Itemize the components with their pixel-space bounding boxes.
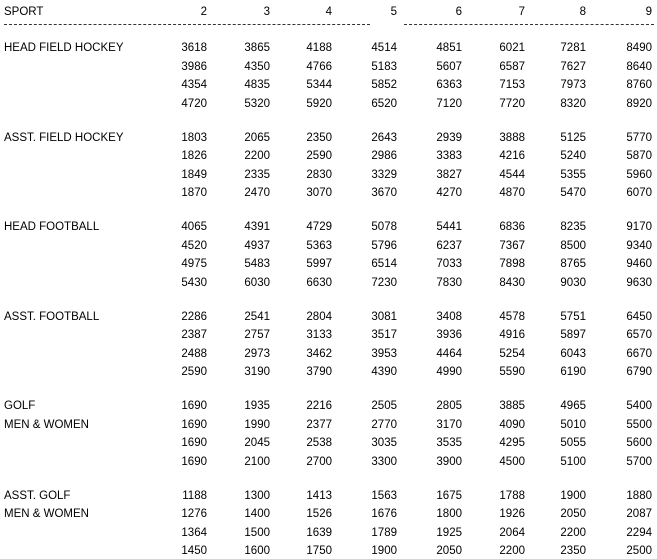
salary-value: 3329 bbox=[371, 168, 397, 181]
salary-value: 5441 bbox=[436, 221, 462, 233]
salary-row bbox=[0, 346, 657, 362]
salary-value: 8490 bbox=[626, 42, 652, 54]
salary-value: 7153 bbox=[499, 79, 525, 91]
step-column-header: 6 bbox=[455, 6, 462, 18]
salary-value: 5483 bbox=[244, 258, 270, 270]
salary-value: 5355 bbox=[560, 168, 586, 181]
salary-value: 4544 bbox=[499, 168, 525, 181]
salary-value: 1800 bbox=[436, 508, 462, 520]
salary-value: 1364 bbox=[181, 526, 207, 539]
salary-value: 6237 bbox=[436, 239, 462, 252]
salary-value: 3535 bbox=[436, 437, 462, 449]
salary-value: 5100 bbox=[560, 455, 586, 468]
salary-value: 9460 bbox=[626, 258, 652, 270]
salary-row bbox=[0, 96, 657, 112]
salary-value: 1676 bbox=[371, 508, 397, 520]
salary-value: 5751 bbox=[560, 310, 586, 323]
salary-value: 3383 bbox=[436, 150, 462, 162]
salary-row bbox=[0, 454, 657, 470]
salary-value: 3885 bbox=[499, 400, 525, 412]
salary-value: 4729 bbox=[306, 221, 332, 233]
salary-value: 2200 bbox=[244, 150, 270, 162]
salary-value: 6363 bbox=[436, 79, 462, 91]
step-column-header: 5 bbox=[390, 6, 397, 18]
step-column-header: 8 bbox=[579, 6, 586, 18]
salary-value: 2505 bbox=[371, 400, 397, 412]
salary-value: 6587 bbox=[499, 60, 525, 73]
salary-value: 4391 bbox=[244, 221, 270, 233]
salary-value: 1300 bbox=[244, 489, 270, 502]
sport-name-label: ASST. FOOTBALL bbox=[4, 310, 100, 323]
salary-value: 4965 bbox=[560, 400, 586, 412]
salary-value: 1849 bbox=[181, 168, 207, 181]
salary-value: 2973 bbox=[244, 347, 270, 360]
salary-value: 6836 bbox=[499, 221, 525, 233]
salary-value: 7230 bbox=[371, 276, 397, 289]
salary-value: 4295 bbox=[499, 437, 525, 449]
salary-value: 2335 bbox=[244, 168, 270, 181]
salary-value: 8500 bbox=[560, 239, 586, 252]
salary-value: 5590 bbox=[499, 366, 525, 378]
salary-row bbox=[0, 238, 657, 254]
salary-value: 2387 bbox=[181, 329, 207, 341]
salary-value: 3670 bbox=[371, 187, 397, 199]
salary-value: 3408 bbox=[436, 310, 462, 323]
salary-value: 2500 bbox=[626, 545, 652, 557]
salary-value: 7627 bbox=[560, 60, 586, 73]
salary-row bbox=[0, 77, 657, 93]
salary-value: 9170 bbox=[626, 221, 652, 233]
salary-value: 3953 bbox=[371, 347, 397, 360]
salary-value: 4350 bbox=[244, 60, 270, 73]
salary-value: 6670 bbox=[626, 347, 652, 360]
salary-value: 5960 bbox=[626, 168, 652, 181]
salary-value: 3035 bbox=[371, 437, 397, 449]
salary-value: 8640 bbox=[626, 60, 652, 73]
sport-name-label: ASST. FIELD HOCKEY bbox=[4, 131, 124, 144]
salary-value: 5344 bbox=[306, 79, 332, 91]
salary-value: 1500 bbox=[244, 526, 270, 539]
salary-value: 1675 bbox=[436, 489, 462, 502]
salary-row bbox=[0, 327, 657, 343]
salary-value: 2830 bbox=[306, 168, 332, 181]
salary-value: 1900 bbox=[560, 489, 586, 502]
step-column-header: 9 bbox=[645, 6, 652, 18]
salary-value: 2700 bbox=[306, 455, 332, 468]
salary-row bbox=[0, 219, 657, 235]
salary-value: 3170 bbox=[436, 418, 462, 431]
salary-value: 2065 bbox=[244, 131, 270, 144]
salary-value: 8920 bbox=[626, 97, 652, 110]
salary-value: 5997 bbox=[306, 258, 332, 270]
salary-row bbox=[0, 506, 657, 522]
salary-value: 2100 bbox=[244, 455, 270, 468]
salary-value: 5320 bbox=[244, 97, 270, 110]
salary-value: 2050 bbox=[436, 545, 462, 557]
salary-value: 1690 bbox=[181, 418, 207, 431]
salary-value: 6520 bbox=[371, 97, 397, 110]
salary-value: 1276 bbox=[181, 508, 207, 520]
salary-row bbox=[0, 309, 657, 325]
salary-value: 7281 bbox=[560, 42, 586, 54]
salary-value: 1926 bbox=[499, 508, 525, 520]
sport-name-label: HEAD FOOTBALL bbox=[4, 221, 100, 233]
salary-value: 2538 bbox=[306, 437, 332, 449]
salary-value: 2939 bbox=[436, 131, 462, 144]
salary-value: 1690 bbox=[181, 437, 207, 449]
salary-value: 5055 bbox=[560, 437, 586, 449]
salary-value: 1788 bbox=[499, 489, 525, 502]
salary-value: 1870 bbox=[181, 187, 207, 199]
salary-value: 4520 bbox=[181, 239, 207, 252]
salary-value: 2377 bbox=[306, 418, 332, 431]
salary-value: 6021 bbox=[499, 42, 525, 54]
salary-value: 7898 bbox=[499, 258, 525, 270]
salary-value: 5500 bbox=[626, 418, 652, 431]
salary-value: 2294 bbox=[626, 526, 652, 539]
salary-value: 2200 bbox=[560, 526, 586, 539]
salary-value: 5430 bbox=[181, 276, 207, 289]
salary-value: 6570 bbox=[626, 329, 652, 341]
salary-row bbox=[0, 256, 657, 272]
salary-value: 3936 bbox=[436, 329, 462, 341]
salary-value: 4870 bbox=[499, 187, 525, 199]
salary-value: 2804 bbox=[306, 310, 332, 323]
salary-value: 4990 bbox=[436, 366, 462, 378]
salary-value: 5920 bbox=[306, 97, 332, 110]
salary-value: 2488 bbox=[181, 347, 207, 360]
salary-value: 5607 bbox=[436, 60, 462, 73]
salary-value: 3300 bbox=[371, 455, 397, 468]
salary-row bbox=[0, 488, 657, 504]
salary-value: 2643 bbox=[371, 131, 397, 144]
salary-value: 3517 bbox=[371, 329, 397, 341]
salary-value: 1400 bbox=[244, 508, 270, 520]
salary-value: 4500 bbox=[499, 455, 525, 468]
salary-value: 9340 bbox=[626, 239, 652, 252]
salary-value: 5700 bbox=[626, 455, 652, 468]
salary-value: 2805 bbox=[436, 400, 462, 412]
salary-value: 4851 bbox=[436, 42, 462, 54]
salary-row bbox=[0, 364, 657, 380]
salary-value: 2045 bbox=[244, 437, 270, 449]
salary-value: 8430 bbox=[499, 276, 525, 289]
sport-name-label: ASST. GOLF bbox=[4, 489, 71, 502]
salary-value: 3081 bbox=[371, 310, 397, 323]
salary-value: 2350 bbox=[306, 131, 332, 144]
step-column-header: 4 bbox=[325, 6, 332, 18]
salary-value: 2286 bbox=[181, 310, 207, 323]
salary-value: 6790 bbox=[626, 366, 652, 378]
salary-value: 3790 bbox=[306, 366, 332, 378]
step-column-header: 7 bbox=[518, 6, 525, 18]
salary-value: 1900 bbox=[371, 545, 397, 557]
salary-value: 3888 bbox=[499, 131, 525, 144]
header-row bbox=[0, 4, 657, 20]
salary-value: 3986 bbox=[181, 60, 207, 73]
salary-row bbox=[0, 543, 657, 559]
salary-value: 4720 bbox=[181, 97, 207, 110]
salary-value: 4464 bbox=[436, 347, 462, 360]
salary-value: 3070 bbox=[306, 187, 332, 199]
header-rule bbox=[404, 24, 654, 25]
sport-name-label: MEN & WOMEN bbox=[4, 508, 89, 520]
salary-value: 1789 bbox=[371, 526, 397, 539]
salary-value: 3133 bbox=[306, 329, 332, 341]
salary-value: 5363 bbox=[306, 239, 332, 252]
salary-value: 5183 bbox=[371, 60, 397, 73]
salary-value: 3190 bbox=[244, 366, 270, 378]
salary-value: 1750 bbox=[306, 545, 332, 557]
salary-value: 1990 bbox=[244, 418, 270, 431]
salary-value: 4835 bbox=[244, 79, 270, 91]
salary-value: 3827 bbox=[436, 168, 462, 181]
salary-value: 1690 bbox=[181, 400, 207, 412]
salary-value: 6030 bbox=[244, 276, 270, 289]
salary-value: 5770 bbox=[626, 131, 652, 144]
salary-value: 8765 bbox=[560, 258, 586, 270]
salary-value: 6514 bbox=[371, 258, 397, 270]
salary-value: 4975 bbox=[181, 258, 207, 270]
salary-value: 5125 bbox=[560, 131, 586, 144]
salary-value: 4188 bbox=[306, 42, 332, 54]
header-rule bbox=[4, 24, 370, 25]
sport-name-label: HEAD FIELD HOCKEY bbox=[4, 42, 124, 54]
salary-value: 7830 bbox=[436, 276, 462, 289]
salary-value: 7367 bbox=[499, 239, 525, 252]
salary-value: 1413 bbox=[306, 489, 332, 502]
salary-value: 2770 bbox=[371, 418, 397, 431]
salary-value: 1600 bbox=[244, 545, 270, 557]
salary-value: 2541 bbox=[244, 310, 270, 323]
sport-column-header: SPORT bbox=[4, 6, 44, 18]
salary-value: 3865 bbox=[244, 42, 270, 54]
salary-value: 7120 bbox=[436, 97, 462, 110]
salary-value: 3462 bbox=[306, 347, 332, 360]
salary-value: 2590 bbox=[306, 150, 332, 162]
salary-value: 1803 bbox=[181, 131, 207, 144]
salary-value: 4354 bbox=[181, 79, 207, 91]
salary-row bbox=[0, 130, 657, 146]
salary-value: 5470 bbox=[560, 187, 586, 199]
salary-row bbox=[0, 185, 657, 201]
salary-value: 4270 bbox=[436, 187, 462, 199]
salary-value: 6630 bbox=[306, 276, 332, 289]
salary-row bbox=[0, 167, 657, 183]
salary-value: 4766 bbox=[306, 60, 332, 73]
salary-row bbox=[0, 417, 657, 433]
salary-value: 4065 bbox=[181, 221, 207, 233]
salary-value: 4937 bbox=[244, 239, 270, 252]
salary-row bbox=[0, 525, 657, 541]
salary-row bbox=[0, 275, 657, 291]
step-column-header: 2 bbox=[200, 6, 207, 18]
salary-value: 5852 bbox=[371, 79, 397, 91]
salary-value: 1639 bbox=[306, 526, 332, 539]
salary-value: 3900 bbox=[436, 455, 462, 468]
salary-value: 1450 bbox=[181, 545, 207, 557]
salary-value: 6450 bbox=[626, 310, 652, 323]
salary-value: 5796 bbox=[371, 239, 397, 252]
salary-value: 1935 bbox=[244, 400, 270, 412]
salary-value: 8760 bbox=[626, 79, 652, 91]
salary-value: 5240 bbox=[560, 150, 586, 162]
step-column-header: 3 bbox=[263, 6, 270, 18]
salary-value: 7973 bbox=[560, 79, 586, 91]
salary-value: 5870 bbox=[626, 150, 652, 162]
salary-value: 1563 bbox=[371, 489, 397, 502]
salary-value: 2986 bbox=[371, 150, 397, 162]
salary-value: 4216 bbox=[499, 150, 525, 162]
salary-value: 4390 bbox=[371, 366, 397, 378]
salary-value: 5078 bbox=[371, 221, 397, 233]
salary-value: 6190 bbox=[560, 366, 586, 378]
salary-value: 9030 bbox=[560, 276, 586, 289]
sport-name-label: MEN & WOMEN bbox=[4, 418, 89, 431]
salary-value: 9630 bbox=[626, 276, 652, 289]
salary-value: 1826 bbox=[181, 150, 207, 162]
salary-value: 6043 bbox=[560, 347, 586, 360]
salary-value: 5400 bbox=[626, 400, 652, 412]
salary-value: 3618 bbox=[181, 42, 207, 54]
salary-value: 2216 bbox=[306, 400, 332, 412]
salary-value: 4916 bbox=[499, 329, 525, 341]
salary-value: 4578 bbox=[499, 310, 525, 323]
salary-value: 7720 bbox=[499, 97, 525, 110]
salary-value: 2590 bbox=[181, 366, 207, 378]
salary-value: 1880 bbox=[626, 489, 652, 502]
salary-row bbox=[0, 59, 657, 75]
salary-value: 7033 bbox=[436, 258, 462, 270]
salary-value: 2757 bbox=[244, 329, 270, 341]
sport-name-label: GOLF bbox=[4, 400, 36, 412]
salary-value: 1690 bbox=[181, 455, 207, 468]
salary-value: 5897 bbox=[560, 329, 586, 341]
salary-value: 4090 bbox=[499, 418, 525, 431]
salary-value: 8235 bbox=[560, 221, 586, 233]
salary-value: 2087 bbox=[626, 508, 652, 520]
salary-value: 2470 bbox=[244, 187, 270, 199]
salary-value: 5600 bbox=[626, 437, 652, 449]
salary-value: 1526 bbox=[306, 508, 332, 520]
salary-value: 1188 bbox=[182, 489, 207, 502]
salary-row bbox=[0, 435, 657, 451]
salary-value: 8320 bbox=[560, 97, 586, 110]
salary-value: 6070 bbox=[626, 187, 652, 199]
salary-value: 2200 bbox=[499, 545, 525, 557]
salary-value: 2350 bbox=[560, 545, 586, 557]
salary-value: 5254 bbox=[499, 347, 525, 360]
salary-row bbox=[0, 398, 657, 414]
salary-value: 1925 bbox=[436, 526, 462, 539]
salary-value: 2064 bbox=[499, 526, 525, 539]
salary-value: 5010 bbox=[560, 418, 586, 431]
salary-row bbox=[0, 40, 657, 56]
salary-row bbox=[0, 148, 657, 164]
salary-value: 4514 bbox=[371, 42, 397, 54]
salary-value: 2050 bbox=[560, 508, 586, 520]
